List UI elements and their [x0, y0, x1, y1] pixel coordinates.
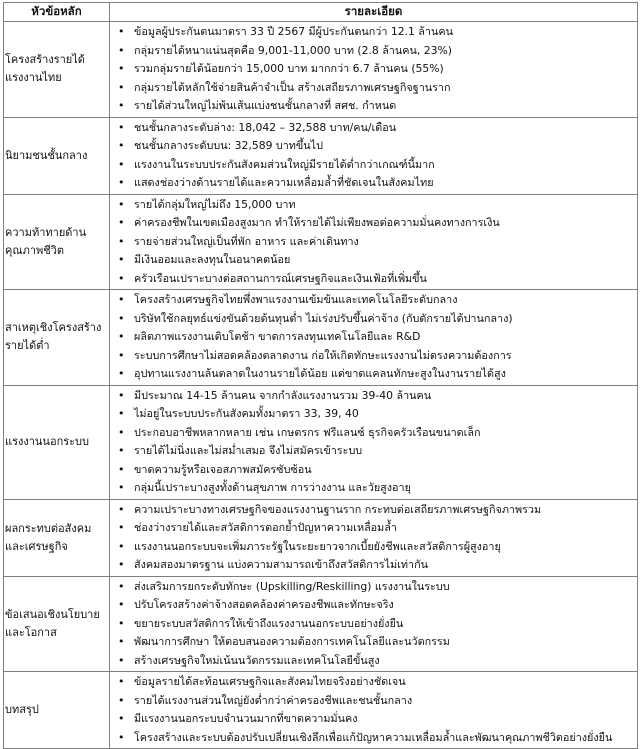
detail-text: มีเงินออมและลงทุนในอนาคตน้อย — [134, 253, 291, 266]
detail-text: มีประมาณ 14-15 ล้านคน จากกำลังแรงงานรวม 39-40 ล้านคน — [134, 388, 432, 402]
detail-item — [118, 729, 633, 748]
row-details — [110, 194, 638, 290]
bullet-icon: • — [118, 444, 125, 457]
detail-text: กลุ่มนี้เปราะบางสูงทั้งด้านสุขภาพ การว่างงาน และวัยสูงอายุ — [134, 481, 411, 494]
detail-item — [118, 673, 633, 692]
bullet-icon: • — [118, 653, 125, 667]
table-row — [4, 576, 638, 672]
row-details — [110, 385, 638, 499]
detail-text: แสดงช่องว่างด้านรายได้และความเหลื่อมล้ำที่ชัดเจนในสังคมไทย — [134, 176, 434, 189]
bullet-icon: • — [118, 598, 125, 611]
detail-item — [118, 196, 633, 215]
detail-item — [118, 174, 633, 193]
row-topic: ผลกระทบต่อสังคมและเศรษฐกิจ — [4, 499, 110, 576]
bullet-icon: • — [118, 120, 125, 134]
detail-item — [118, 214, 633, 233]
detail-item — [118, 461, 633, 480]
row-details — [110, 290, 638, 386]
detail-text: ขยายระบบสวัสดิการให้เข้าถึงแรงงานนอกระบบอย่างยั่งยืน — [134, 616, 404, 630]
bullet-icon: • — [118, 367, 125, 380]
detail-text: อุปทานแรงงานล้นตลาดในงานรายได้น้อย แต่ขาดแคลนทักษะสูงในงานรายได้สูง — [134, 367, 506, 380]
row-details — [110, 499, 638, 576]
detail-item — [118, 156, 633, 175]
detail-item — [118, 251, 633, 270]
detail-text: ข้อมูลรายได้สะท้อนเศรษฐกิจและสังคมไทยจริงอย่างชัดเจน — [134, 675, 406, 688]
bullet-icon: • — [118, 330, 125, 343]
detail-text: ครัวเรือนเปราะบางต่อสถานการณ์เศรษฐกิจและเงินเฟ้อที่เพิ่มขึ้น — [134, 271, 427, 285]
detail-item — [118, 310, 633, 329]
bullet-icon: • — [118, 176, 125, 189]
table-row — [4, 385, 638, 499]
header-details: รายละเอียด — [110, 3, 638, 22]
detail-text: สร้างเศรษฐกิจใหม่เน้นนวัตกรรมและเทคโนโลยีขั้นสูง — [134, 653, 380, 667]
bullet-icon: • — [118, 407, 125, 420]
bullet-icon: • — [118, 253, 125, 266]
bullet-icon: • — [118, 481, 125, 494]
detail-list — [114, 23, 633, 116]
bullet-icon: • — [118, 539, 125, 553]
detail-list — [114, 387, 633, 498]
summary-table — [3, 2, 638, 749]
row-topic: แรงงานนอกระบบ — [4, 385, 110, 499]
detail-text: ค่าครองชีพในเขตเมืองสูงมาก ทำให้รายได้ไม่เพียงพอต่อความมั่นคงทางการเงิน — [134, 216, 500, 229]
bullet-icon: • — [118, 348, 125, 362]
detail-text: มีแรงงานนอกระบบจำนวนมากที่ขาดความมั่นคง — [134, 712, 358, 725]
table-row — [4, 117, 638, 194]
table-row — [4, 290, 638, 386]
detail-item — [118, 79, 633, 98]
detail-item — [118, 578, 633, 597]
bullet-icon: • — [118, 311, 125, 325]
detail-text: โครงสร้างและระบบต้องปรับเปลี่ยนเชิงลึกเพื่อแก้ปัญหาความเหลื่อมล้ำและพัฒนาคุณภาพชีวิตอย่างยั่งยืน — [134, 730, 613, 744]
bullet-icon: • — [118, 43, 125, 57]
detail-text: รายได้ส่วนใหญ่ไม่พ้นเส้นแบ่งชนชั้นกลางที่ สศช. กำหนด — [134, 99, 397, 112]
detail-text: ไม่อยู่ในระบบประกันสังคมทั้งมาตรา 33, 39, 40 — [134, 407, 359, 420]
detail-item — [118, 652, 633, 671]
detail-item — [118, 119, 633, 138]
detail-item — [118, 501, 633, 520]
row-topic: บทสรุป — [4, 672, 110, 749]
detail-item — [118, 692, 633, 711]
bullet-icon: • — [118, 62, 125, 75]
detail-item — [118, 60, 633, 79]
detail-item — [118, 556, 633, 575]
row-topic: โครงสร้างรายได้แรงงานไทย — [4, 22, 110, 118]
detail-text: แรงงานในระบบประกันสังคมส่วนใหญ่มีรายได้ต่ำกว่าเกณฑ์นี้มาก — [134, 157, 435, 171]
detail-text: โครงสร้างเศรษฐกิจไทยพึ่งพาแรงงานเข้มข้นและเทคโนโลยีระดับกลาง — [134, 293, 458, 306]
detail-text: ประกอบอาชีพหลากหลาย เช่น เกษตรกร ฟรีแลนซ์ ธุรกิจครัวเรือนขนาดเล็ก — [134, 425, 481, 439]
detail-text: ปรับโครงสร้างค่าจ้างสอดคล้องค่าครองชีพและทักษะจริง — [134, 598, 394, 611]
bullet-icon: • — [118, 558, 125, 571]
bullet-icon: • — [118, 730, 125, 744]
detail-item — [118, 365, 633, 384]
detail-text: ช่องว่างรายได้และสวัสดิการตอกย้ำปัญหาความเหลื่อมล้ำ — [134, 521, 397, 534]
detail-list — [114, 578, 633, 671]
detail-text: ชนชั้นกลางระดับล่าง: 18,042 – 32,588 บาท/คน/เดือน — [134, 120, 397, 134]
detail-item — [118, 137, 633, 156]
bullet-icon: • — [118, 157, 125, 171]
table-row — [4, 22, 638, 118]
bullet-icon: • — [118, 693, 125, 707]
detail-item — [118, 97, 633, 116]
detail-item — [118, 442, 633, 461]
table-row — [4, 672, 638, 749]
table-header-row — [4, 3, 638, 22]
detail-item — [118, 538, 633, 557]
bullet-icon: • — [118, 139, 125, 152]
bullet-icon: • — [118, 675, 125, 688]
detail-list — [114, 196, 633, 289]
detail-text: แรงงานนอกระบบจะเพิ่มภาระรัฐในระยะยาวจากเบี้ยยังชีพและสวัสดิการผู้สูงอายุ — [134, 539, 501, 553]
detail-text: ระบบการศึกษาไม่สอดคล้องตลาดงาน ก่อให้เกิดทักษะแรงงานไม่ตรงความต้องการ — [134, 348, 512, 362]
detail-item — [118, 615, 633, 634]
detail-text: ชนชั้นกลางระดับบน: 32,589 บาทขึ้นไป — [134, 139, 323, 152]
detail-list — [114, 673, 633, 747]
bullet-icon: • — [118, 712, 125, 725]
detail-item — [118, 347, 633, 366]
bullet-icon: • — [118, 80, 125, 94]
row-topic: นิยามชนชั้นกลาง — [4, 117, 110, 194]
row-details — [110, 22, 638, 118]
bullet-icon: • — [118, 635, 125, 648]
detail-text: รวมกลุ่มรายได้น้อยกว่า 15,000 บาท มากกว่า 6.7 ล้านคน (55%) — [134, 62, 444, 75]
bullet-icon: • — [118, 388, 125, 402]
detail-text: กลุ่มรายได้หนาแน่นสุดคือ 9,001-11,000 บาท (2.8 ล้านคน, 23%) — [134, 43, 452, 57]
detail-item — [118, 291, 633, 310]
detail-item — [118, 479, 633, 498]
bullet-icon: • — [118, 616, 125, 630]
detail-item — [118, 405, 633, 424]
detail-text: รายได้ไม่นิ่งและไม่สม่ำเสมอ จึงไม่สมัครเข้าระบบ — [134, 444, 363, 457]
table-row — [4, 194, 638, 290]
detail-item — [118, 233, 633, 252]
bullet-icon: • — [118, 502, 125, 516]
detail-item — [118, 270, 633, 289]
detail-text: ข้อมูลผู้ประกันตนมาตรา 33 ปี 2567 มีผู้ประกันตนกว่า 12.1 ล้านคน — [134, 25, 453, 38]
detail-text: กลุ่มรายได้หลักใช้จ่ายสินค้าจำเป็น สร้างเสถียรภาพเศรษฐกิจฐานราก — [134, 80, 451, 94]
detail-text: ขาดความรู้หรือเจอสภาพสมัครซับซ้อน — [134, 462, 312, 476]
bullet-icon: • — [118, 579, 125, 593]
header-topic: หัวข้อหลัก — [4, 3, 110, 22]
detail-text: ความเปราะบางทางเศรษฐกิจของแรงงานฐานราก กระทบต่อเสถียรภาพเศรษฐกิจภาพรวม — [134, 502, 542, 516]
detail-list — [114, 291, 633, 384]
detail-item — [118, 519, 633, 538]
row-details — [110, 672, 638, 749]
detail-item — [118, 633, 633, 652]
detail-text: สังคมสองมาตรฐาน แบ่งความสามารถเข้าถึงสวัสดิการไม่เท่ากัน — [134, 558, 429, 571]
detail-text: ผลิตภาพแรงงานเติบโตช้า ขาดการลงทุนเทคโนโลยีและ R&D — [134, 330, 421, 343]
detail-text: ส่งเสริมการยกระดับทักษะ (Upskilling/Reskilling) แรงงานในระบบ — [134, 579, 450, 593]
bullet-icon: • — [118, 234, 125, 248]
detail-item — [118, 710, 633, 729]
row-topic: ข้อเสนอเชิงนโยบายและโอกาส — [4, 576, 110, 672]
detail-item — [118, 424, 633, 443]
detail-item — [118, 596, 633, 615]
detail-item — [118, 328, 633, 347]
detail-text: รายได้แรงงานส่วนใหญ่ยังต่ำกว่าค่าครองชีพและชนชั้นกลาง — [134, 693, 413, 707]
bullet-icon: • — [118, 293, 125, 306]
bullet-icon: • — [118, 425, 125, 439]
bullet-icon: • — [118, 25, 125, 38]
bullet-icon: • — [118, 271, 125, 285]
table-row — [4, 499, 638, 576]
detail-item — [118, 23, 633, 42]
detail-text: รายได้กลุ่มใหญ่ไม่ถึง 15,000 บาท — [134, 197, 296, 211]
bullet-icon: • — [118, 521, 125, 534]
bullet-icon: • — [118, 462, 125, 476]
detail-item — [118, 42, 633, 61]
row-topic: สาเหตุเชิงโครงสร้างรายได้ต่ำ — [4, 290, 110, 386]
table-body — [4, 22, 638, 749]
row-details — [110, 117, 638, 194]
detail-text: พัฒนาการศึกษา ให้ตอบสนองความต้องการเทคโนโลยีและนวัตกรรม — [134, 635, 450, 648]
bullet-icon: • — [118, 99, 125, 112]
detail-item — [118, 387, 633, 406]
detail-list — [114, 501, 633, 575]
detail-list — [114, 119, 633, 193]
row-topic: ความท้าทายด้านคุณภาพชีวิต — [4, 194, 110, 290]
row-details — [110, 576, 638, 672]
bullet-icon: • — [118, 197, 125, 211]
detail-text: บริษัทใช้กลยุทธ์แข่งขันด้วยต้นทุนต่ำ ไม่เร่งปรับขึ้นค่าจ้าง (กับดักรายได้ปานกลาง) — [134, 311, 513, 325]
detail-text: รายจ่ายส่วนใหญ่เป็นที่พัก อาหาร และค่าเดินทาง — [134, 234, 359, 248]
bullet-icon: • — [118, 216, 125, 229]
